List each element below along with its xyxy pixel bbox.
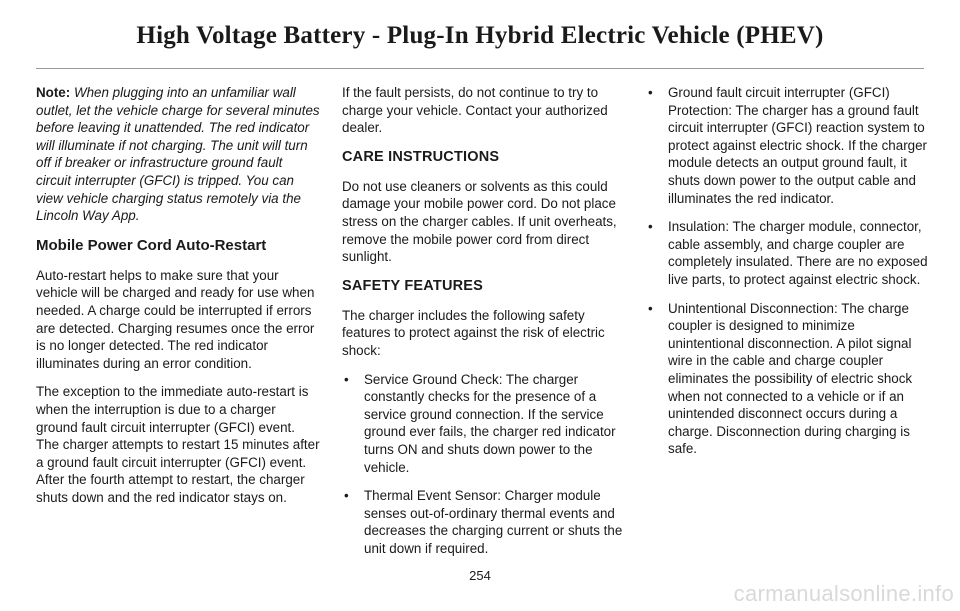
page-title: High Voltage Battery - Plug-In Hybrid Electric Vehicle (PHEV) [136, 22, 824, 49]
watermark: carmanualsonline.info [733, 581, 954, 606]
safety-features-list-continued [646, 84, 928, 458]
list-item [342, 487, 626, 557]
safety-features-list [342, 371, 626, 558]
column-3 [646, 84, 928, 469]
column-2 [342, 84, 626, 568]
bullet-icon: • [648, 219, 653, 235]
page-number: 254 [469, 568, 491, 583]
section-heading-auto-restart: Mobile Power Cord Auto-Restart [36, 236, 267, 254]
auto-restart-paragraph: Auto-restart helps to make sure that your vehicle will be charged and ready for use when needed. A charge could be interrupted if errors are detected. Charging resumes once the error is no longer detected. The red indicator illuminates during an error condition. [36, 267, 315, 371]
list-item-text: Insulation: The charger module, connector, cable assembly, and charge coupler are completely insulated. There are no exposed live parts, to protect against electric shock. [668, 219, 928, 287]
bullet-icon: • [648, 85, 653, 100]
list-item-text: Unintentional Disconnection: The charge coupler is designed to minimize unintentional disconnection. A pilot signal wire in the cable and charge coupler eliminates the possibility of electric shock when not connected to a vehicle or if an unintended disconnect occurs during a charge. Disconnection during charging is safe. [668, 300, 913, 457]
list-item-text: Ground fault circuit interrupter (GFCI) Protection: The charger has a ground fault circuit interrupter (GFCI) reaction system to protect against electric shock. If the charger module detects an output ground fault, it shuts down power to the output cable and illuminates the red indicator. [668, 85, 928, 206]
auto-restart-exception-paragraph: The exception to the immediate auto-restart is when the interruption is due to a charger ground fault circuit interrupter (GFCI) event. The charger attempts to restart 15 minutes after a ground fault circuit interrupter (GFCI) event. After the fourth attempt to restart, the charger shuts down and the red indicator stays on. [36, 384, 320, 505]
list-item [646, 218, 928, 288]
note-label: Note: [36, 85, 71, 100]
bullet-icon: • [344, 371, 349, 387]
note-paragraph [36, 84, 320, 225]
bullet-icon: • [344, 488, 349, 504]
list-item [646, 84, 928, 207]
title-divider [36, 68, 924, 69]
care-paragraph: Do not use cleaners or solvents as this could damage your mobile power cord. Do not place stress on the charger cables. If unit overheats, remove the mobile power cord from direct sunlight. [342, 178, 617, 265]
note-text: When plugging into an unfamiliar wall outlet, let the vehicle charge for several minutes before leaving it unattended. The red indicator will illuminate if not charging. The unit will turn off if breaker or infrastructure ground fault circuit interrupter (GFCI) is tripped. You can view vehicle charging status remotely via the Lincoln Way App. [36, 85, 320, 224]
list-item [342, 371, 626, 477]
fault-persists-paragraph: If the fault persists, do not continue to try to charge your vehicle. Contact your authorized dealer. [342, 85, 608, 136]
bullet-icon: • [648, 300, 653, 316]
list-item-text: Service Ground Check: The charger constantly checks for the presence of a service ground connection. If the service ground ever fails, the charger red indicator turns ON and shuts down power to the vehicle. [364, 371, 616, 475]
column-1 [36, 84, 320, 517]
list-item-text: Thermal Event Sensor: Charger module senses out-of-ordinary thermal events and decreases the charging current or shuts the unit down if required. [364, 488, 623, 556]
section-heading-care: CARE INSTRUCTIONS [342, 148, 500, 165]
section-heading-safety: SAFETY FEATURES [342, 277, 484, 294]
safety-intro-paragraph: The charger includes the following safety features to protect against the risk of electric shock: [342, 307, 605, 358]
list-item [646, 300, 928, 458]
